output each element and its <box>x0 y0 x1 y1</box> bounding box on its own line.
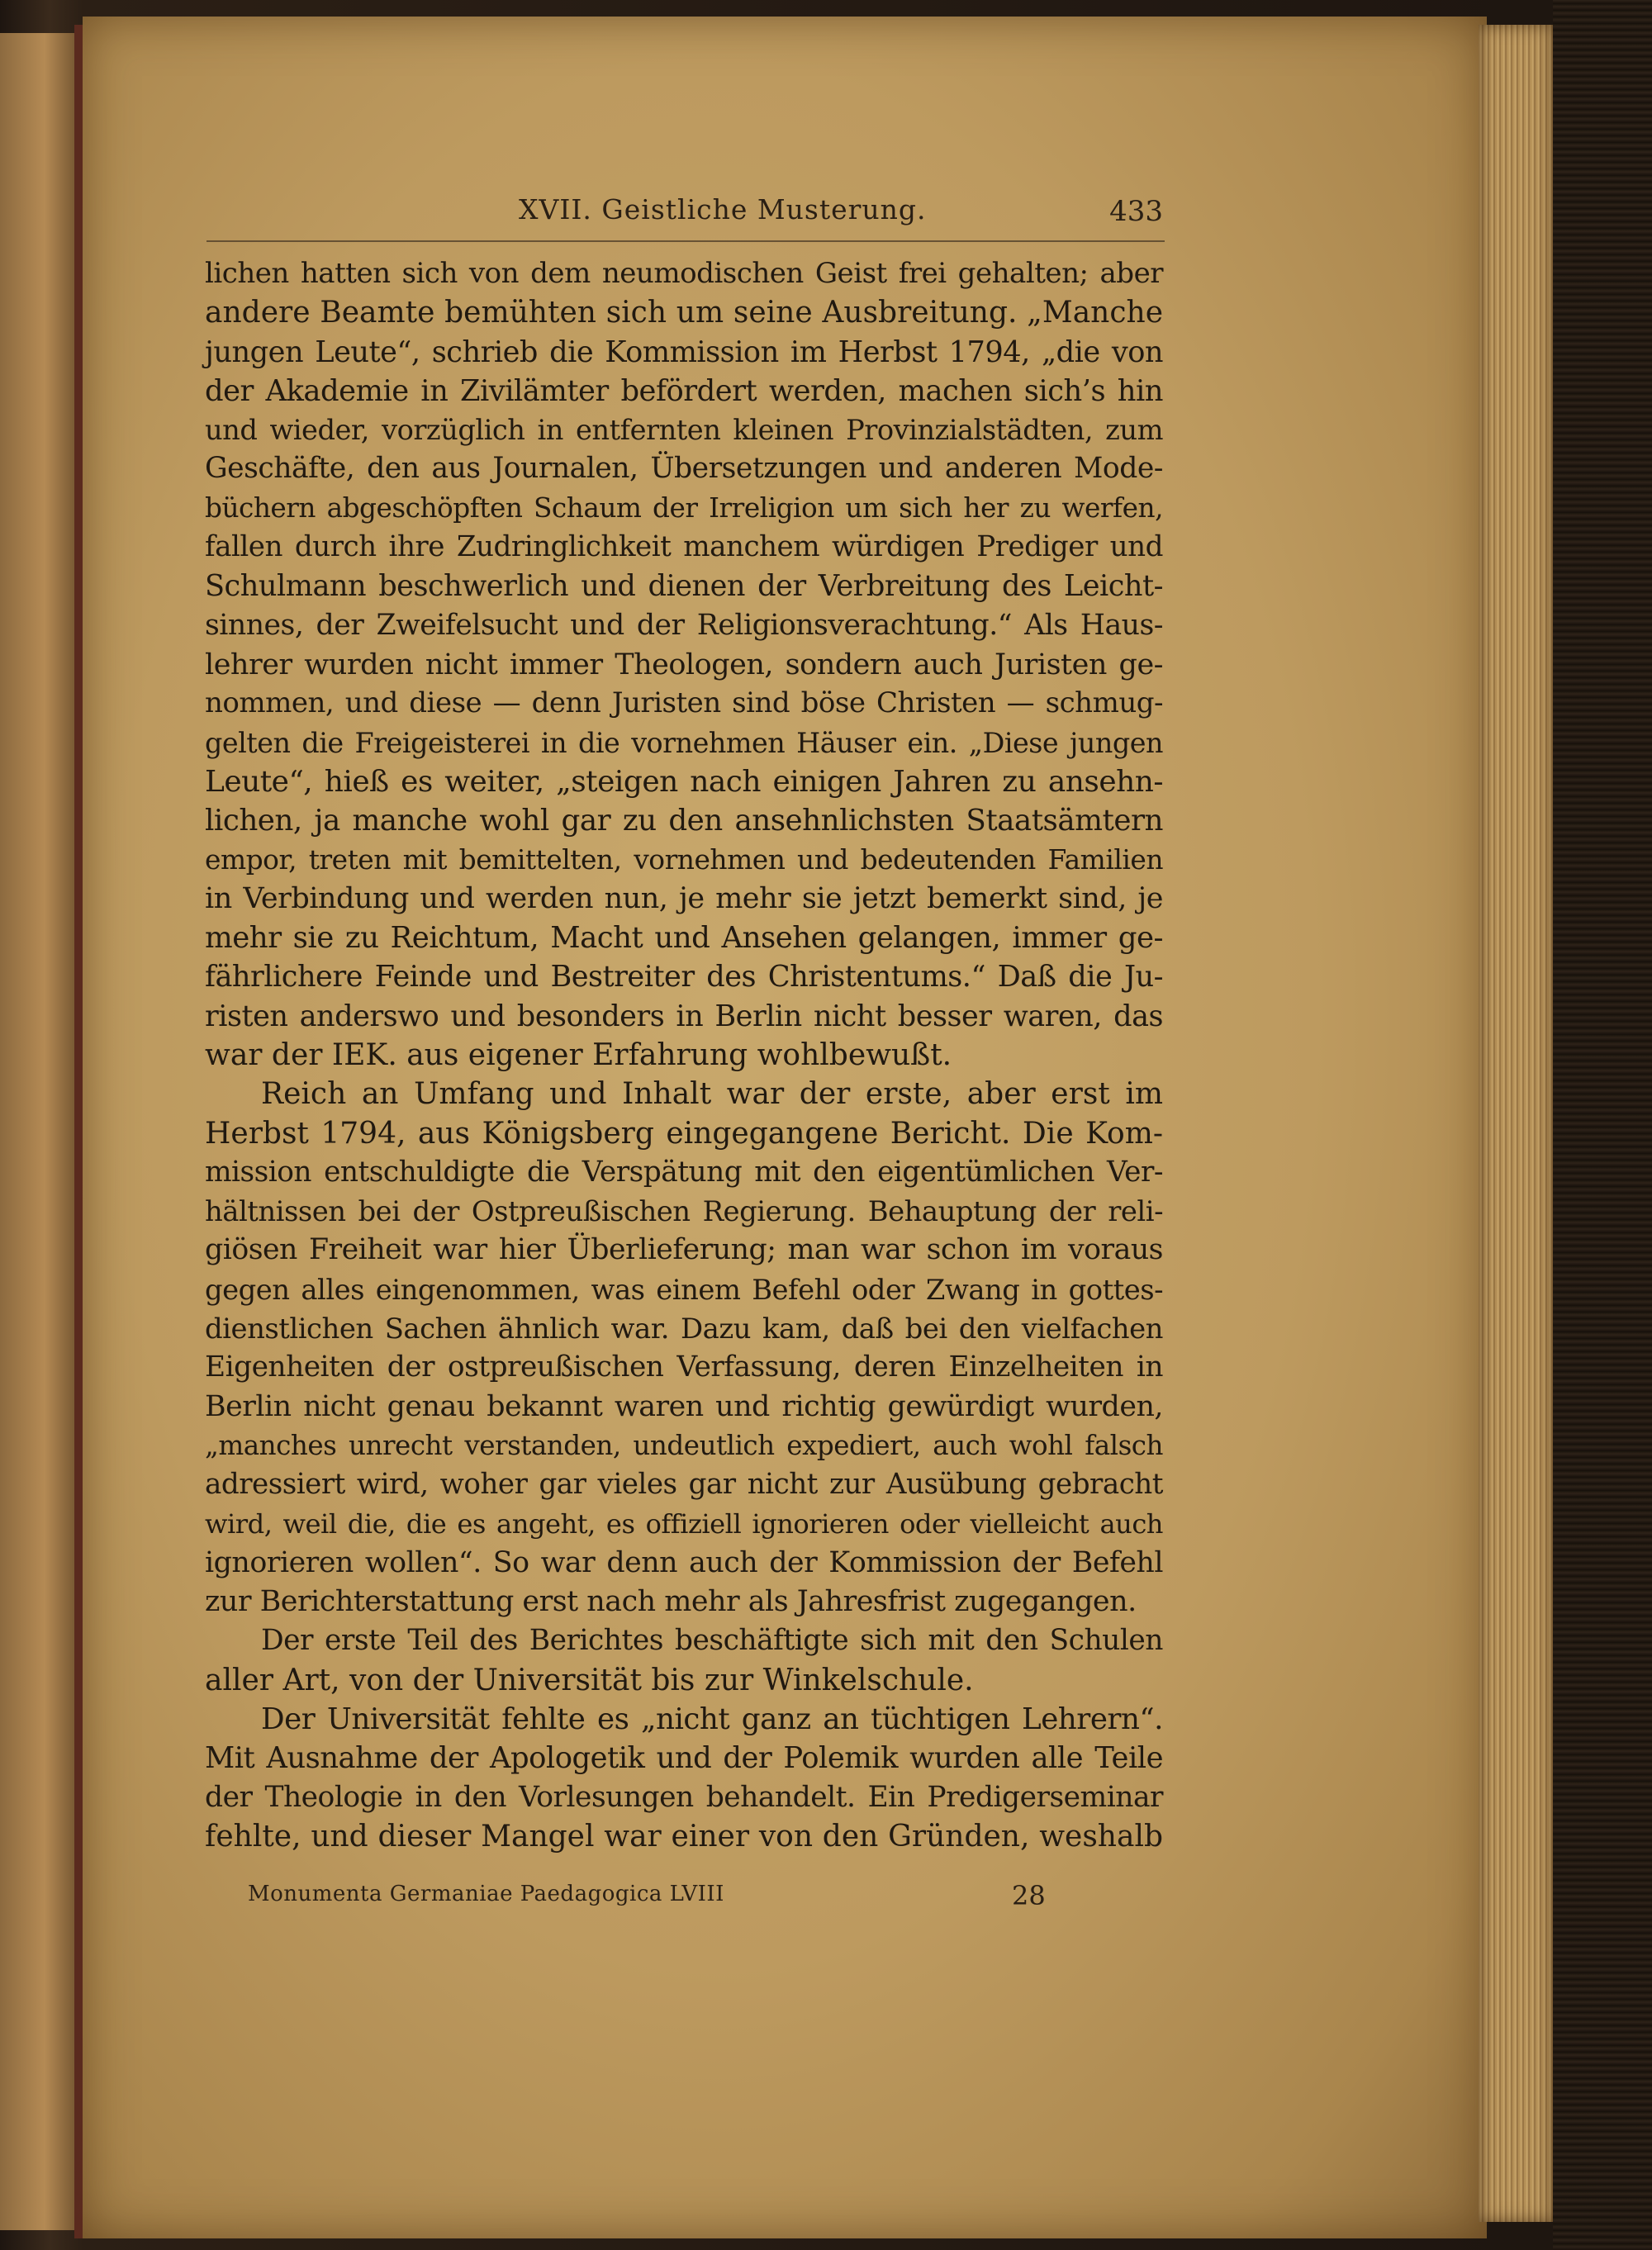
book-cover-edge <box>1553 0 1652 2250</box>
text-line: ignorieren wollen“. So war denn auch der Kommission der Befehl <box>205 1545 1163 1579</box>
text-line: Eigenheiten der ostpreußischen Verfassung, deren Einzelheiten in <box>205 1350 1163 1384</box>
page-number: 433 <box>1109 195 1163 228</box>
text-line: büchern abgeschöpften Schaum der Irreligion um sich her zu werfen, <box>205 491 1163 524</box>
text-line: risten anderswo und besonders in Berlin nicht besser waren, das <box>205 999 1163 1033</box>
page-footer <box>248 1882 1074 1915</box>
text-line: mission entschuldigte die Verspätung mit den eigentümlichen Ver- <box>205 1155 1163 1189</box>
paragraph-last-line: war der IEK. aus eigener Erfahrung wohlbewußt. <box>205 1037 952 1072</box>
text-line: andere Beamte bemühten sich um seine Ausbreitung. „Manche <box>205 296 1163 330</box>
page-edges <box>1479 25 1553 2222</box>
signature-mark: 28 <box>1012 1880 1046 1911</box>
text-line: Schulmann beschwerlich und dienen der Verbreitung des Leicht- <box>205 569 1163 604</box>
text-line: Herbst 1794, aus Königsberg eingegangene Bericht. Die Kom- <box>205 1116 1163 1151</box>
text-line: giösen Freiheit war hier Überlieferung; man war schon im voraus <box>205 1233 1163 1267</box>
running-title: XVII. Geistliche Musterung. <box>519 193 927 225</box>
text-line: lichen, ja manche wohl gar zu den ansehnlichsten Staatsämtern <box>205 804 1163 838</box>
previous-page-edge <box>0 33 79 2230</box>
text-line: lichen hatten sich von dem neumodischen Geist frei gehalten; aber <box>205 257 1163 290</box>
text-line: und wieder, vorzüglich in entfernten kleinen Provinzialstädten, zum <box>205 414 1163 447</box>
header-rule <box>206 240 1165 242</box>
text-line: hältnissen bei der Ostpreußischen Regierung. Behauptung der reli- <box>205 1195 1163 1228</box>
paragraph-first-line: Der Universität fehlte es „nicht ganz an tüchtigen Lehrern“. <box>261 1702 1163 1736</box>
text-line: nommen, und diese — denn Juristen sind böse Christen — schmug- <box>205 686 1163 720</box>
text-line: fallen durch ihre Zudringlichkeit manchem würdigen Prediger und <box>205 530 1163 564</box>
running-header <box>205 187 1163 236</box>
text-line: lehrer wurden nicht immer Theologen, sondern auch Juristen ge- <box>205 647 1163 681</box>
text-line: Leute“, hieß es weiter, „steigen nach einigen Jahren zu ansehn- <box>205 764 1163 799</box>
text-line: in Verbindung und werden nun, je mehr sie jetzt bemerkt sind, je <box>205 881 1163 915</box>
text-line: gelten die Freigeisterei in die vornehmen Häuser ein. „Diese jungen <box>205 726 1163 759</box>
text-line: der Theologie in den Vorlesungen behandelt. Ein Predigerseminar <box>205 1780 1163 1814</box>
text-line: jungen Leute“, schrieb die Kommission im Herbst 1794, „die von <box>205 335 1163 369</box>
text-line: adressiert wird, woher gar vieles gar nicht zur Ausübung gebracht <box>205 1468 1163 1502</box>
text-line: sinnes, der Zweifelsucht und der Religionsverachtung.“ Als Haus- <box>205 608 1163 642</box>
paragraph-first-line: Reich an Umfang und Inhalt war der erste, aber erst im <box>261 1077 1163 1112</box>
text-line: Geschäfte, den aus Journalen, Übersetzungen und anderen Mode- <box>205 452 1163 486</box>
text-line: wird, weil die, die es angeht, es offiziell ignorieren oder vielleicht auch <box>205 1507 1163 1540</box>
text-line: Berlin nicht genau bekannt waren und richtig gewürdigt wurden, <box>205 1389 1163 1423</box>
series-title: Monumenta Germaniae Paedagogica LVIII <box>248 1882 724 1906</box>
text-line: gegen alles eingenommen, was einem Befehl oder Zwang in gottes- <box>205 1273 1163 1306</box>
text-line: mehr sie zu Reichtum, Macht und Ansehen gelangen, immer ge- <box>205 921 1163 956</box>
text-line: fehlte, und dieser Mangel war einer von den Gründen, weshalb <box>205 1819 1163 1854</box>
text-line: „manches unrecht verstanden, undeutlich expediert, auch wohl falsch <box>205 1429 1163 1461</box>
text-line: Mit Ausnahme der Apologetik und der Polemik wurden alle Teile <box>205 1741 1163 1776</box>
paragraph-first-line: Der erste Teil des Berichtes beschäftigte sich mit den Schulen <box>261 1624 1163 1658</box>
paragraph-last-line: aller Art, von der Universität bis zur Winkelschule. <box>205 1663 974 1697</box>
text-line: der Akademie in Zivilämter befördert werden, machen sich’s hin <box>205 373 1163 408</box>
body-text <box>205 254 1163 1856</box>
text-line: empor, treten mit bemittelten, vornehmen und bedeutenden Familien <box>205 843 1163 876</box>
text-line: fährlichere Feinde und Bestreiter des Christentums.“ Daß die Ju- <box>205 960 1163 994</box>
paragraph-last-line: zur Berichterstattung erst nach mehr als Jahresfrist zugegangen. <box>205 1585 1137 1619</box>
text-line: dienstlichen Sachen ähnlich war. Dazu kam, daß bei den vielfachen <box>205 1312 1163 1346</box>
